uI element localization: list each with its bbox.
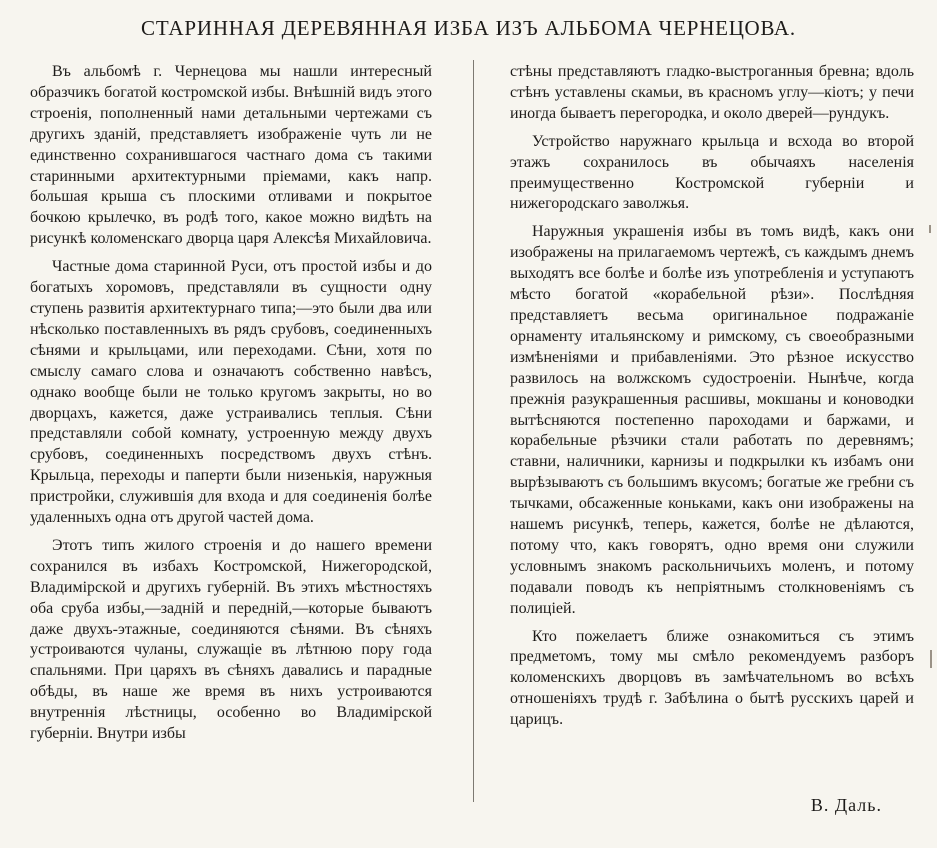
article-title: СТАРИННАЯ ДЕРЕВЯННАЯ ИЗБА ИЗЪ АЛЬБОМА ЧЕРНЕЦОВА.: [141, 16, 796, 40]
author-signature: В. Даль.: [810, 795, 882, 815]
left-text-column: [30, 62, 432, 752]
paragraph: Кто пожелаетъ ближе ознакомиться съ этимъ предметомъ, тому мы смѣло рекомендуемъ разборъ коломенскихъ дворцовъ въ замѣчательномъ во всѣхъ отношеніяхъ трудѣ г. Забѣлина о бытѣ русскихъ царей и царицъ.: [510, 627, 914, 729]
paragraph: Частные дома старинной Руси, отъ простой избы и до богатыхъ хоромовъ, представляли въ сущности одну ступень развитія архитектурнаго типа;—это были два или нѣсколько поставленныхъ въ рядъ срубовъ, соединенныхъ сѣнями и крыльцами, или переходами. Сѣни, хотя по смыслу самаго слова и означаютъ собственно навѣсъ, однако вообще были не только кругомъ закрыты, но во дворцахъ, кажется, даже устраивались теплыя. Сѣни представляли собой комнату, устроенную между двухъ срубовъ, соединенныхъ посредствомъ двухъ стѣнъ. Крыльца, переходы и паперти были низенькія, наружныя пристройки, служившія для входа и для соединенія болѣе удаленныхъ одна отъ другой частей дома.: [30, 258, 432, 527]
column-divider: [473, 60, 474, 802]
scan-mark: [930, 650, 932, 668]
right-text-column: [510, 62, 914, 738]
paragraph: Устройство наружнаго крыльца и всхода во второй этажъ сохранилось въ обычаяхъ населенія преимущественно Костромской губерніи и нижегородскаго заволжья.: [510, 132, 914, 213]
paragraph: Наружныя украшенія избы въ томъ видѣ, какъ они изображены на прилагаемомъ чертежѣ, съ каждымъ днемъ выходятъ все болѣе и болѣе изъ употребленія и уступаютъ мѣсто богатой «корабельной рѣзи». Послѣдняя представляетъ весьма оригинальное подражаніе орнаменту итальянскому и римскому, съ своеобразными измѣненіями и прибавленіями. Это рѣзное искусство развилось на волжскомъ судостроеніи. Нынѣче, когда прежнія разукрашенныя расшивы, мокшаны и коноводки вытѣсняются постепенно пароходами и баржами, и корабельные рѣзчики стали работать по деревнямъ; ставни, наличники, карнизы и подкрылки къ избамъ они вырѣзываютъ съ большимъ вкусомъ; богатые же гребни съ тычками, обсаженные коньками, какъ они изображены на нашемъ рисункѣ, теперь, кажется, болѣе не дѣлаются, потому что, какъ говорятъ, одно время они служили условнымъ знакомъ раскольничьихъ моленъ, и потому подавали поводъ къ непріятнымъ столкновеніямъ съ полиціей.: [510, 223, 914, 617]
scan-mark: [929, 225, 931, 233]
paragraph: стѣны представляютъ гладко-выстроганныя бревна; вдоль стѣнъ уставлены скамьи, въ красномъ углу—кіотъ; у печи иногда бываетъ перегородка, и около дверей—рундукъ.: [510, 63, 914, 122]
paragraph: Этотъ типъ жилого строенія и до нашего времени сохранился въ избахъ Костромской, Нижегородской, Владимірской и другихъ губерній. Въ этихъ мѣстностяхъ оба сруба избы,—задній и передній,—которые бываютъ даже двухъ-этажные, соединяются сѣнями. Въ сѣняхъ устроиваются чуланы, служащіе въ лѣтнюю пору года спальнями. При царяхъ въ сѣняхъ давались и парадные обѣды, въ наше же время въ нихъ устроиваются внутреннія лѣстницы, особенно во Владимірской губерніи. Внутри избы: [30, 536, 432, 743]
paragraph: Въ альбомѣ г. Чернецова мы нашли интересный образчикъ богатой костромской избы. Внѣшній видъ этого строенія, пополненный нами детальными чертежами съ другихъ зданій, представляетъ изображеніе чуть ли не единственно сохранившагося частнаго дома съ такими старинными архитектурными пріемами, какъ напр. большая крыша съ плоскими отливами и покрытое бочкою крылечко, въ родѣ того, какое можно видѣть на рисункѣ коломенскаго дворца царя Алексѣя Михайловича.: [30, 63, 432, 248]
